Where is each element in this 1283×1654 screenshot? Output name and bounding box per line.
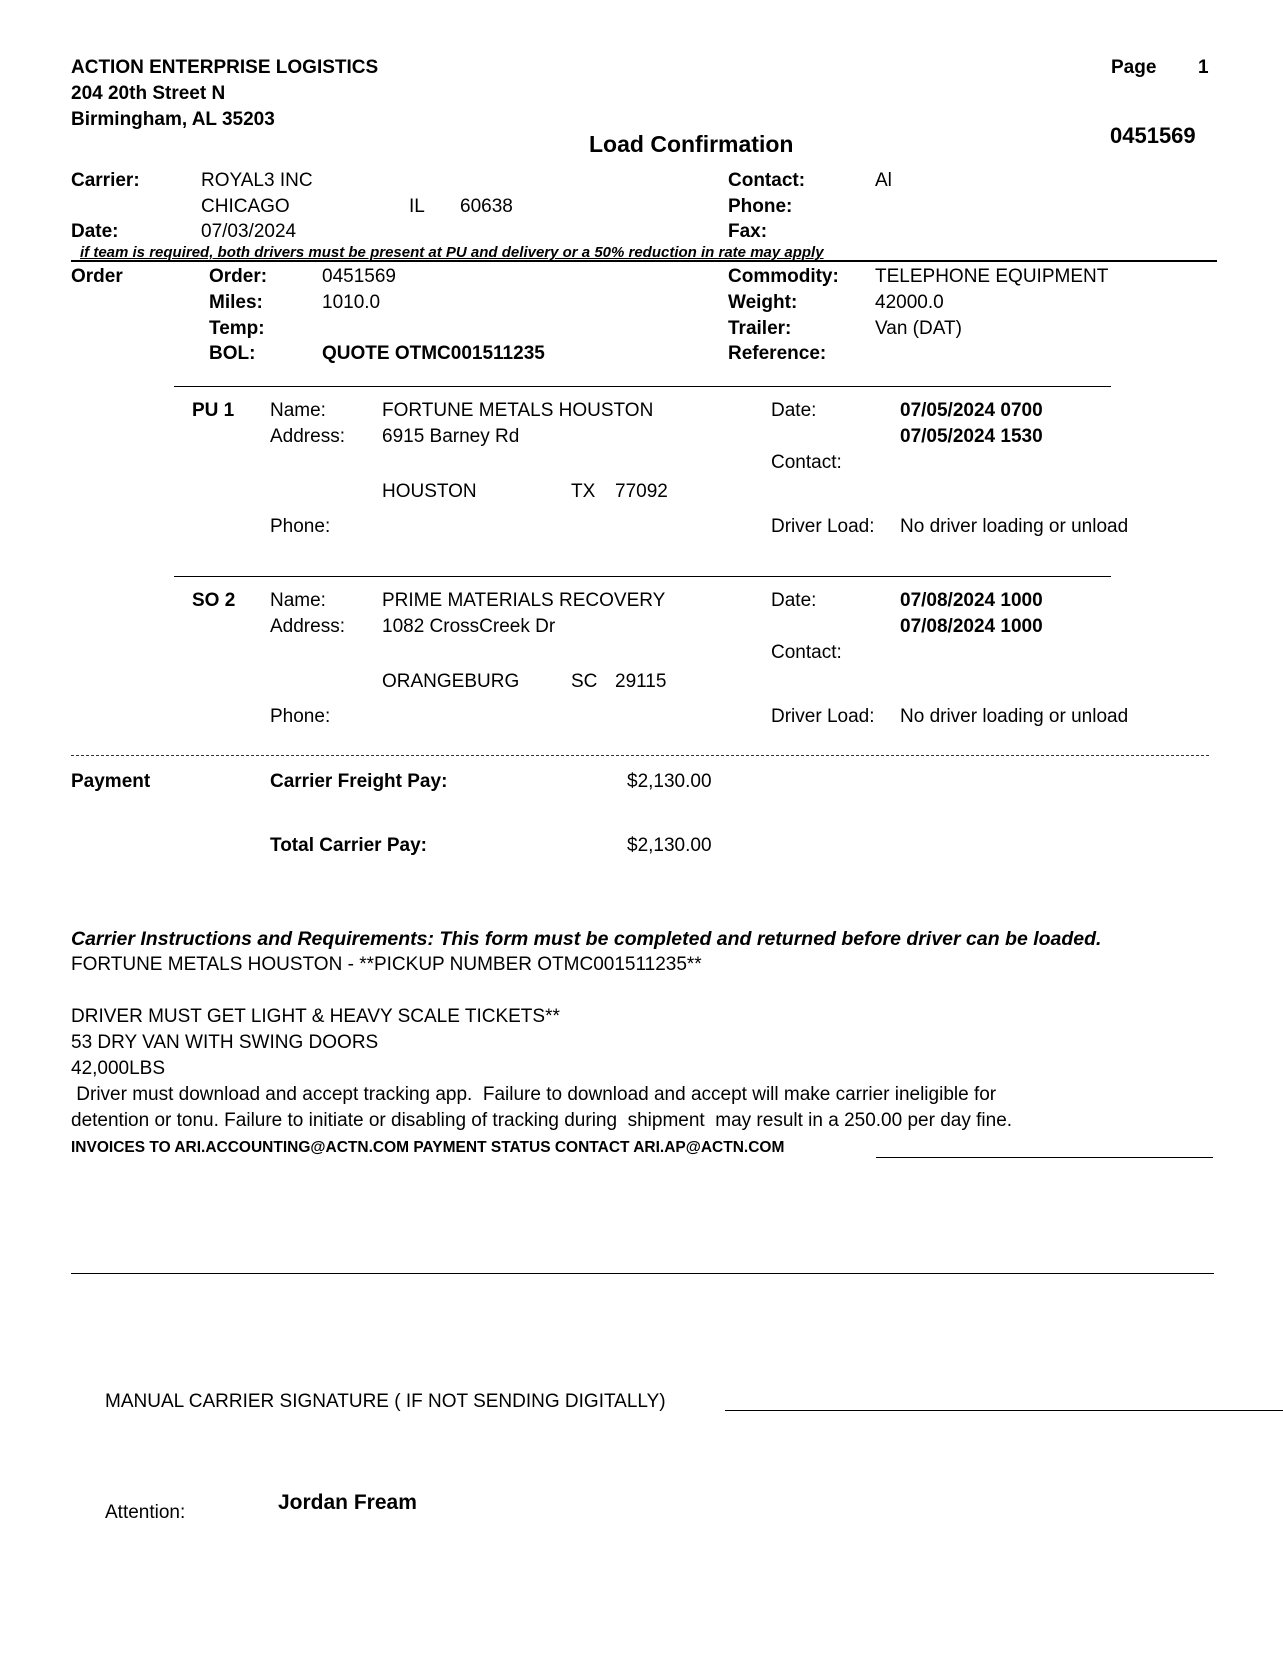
page-label: Page — [1111, 57, 1157, 78]
instruction-line: FORTUNE METALS HOUSTON - **PICKUP NUMBER OTMC001511235** — [71, 954, 702, 975]
stop-address: 1082 CrossCreek Dr — [382, 616, 556, 637]
stop-divider — [174, 386, 1111, 387]
order-label: Order: — [209, 266, 268, 287]
order-number: 0451569 — [322, 266, 396, 287]
fax-label: Fax: — [728, 221, 768, 242]
invoice-line: INVOICES TO ARI.ACCOUNTING@ACTN.COM PAYMENT STATUS CONTACT ARI.AP@ACTN.COM — [71, 1139, 785, 1156]
stop-tag: SO 2 — [192, 590, 236, 611]
stop-name: FORTUNE METALS HOUSTON — [382, 400, 654, 421]
instruction-line: detention or tonu. Failure to initiate or disabling of tracking during shipment may result in a 250.00 per day fine. — [71, 1110, 1013, 1131]
stop-date-start: 07/05/2024 0700 — [900, 400, 1043, 421]
contact-label: Contact: — [728, 170, 806, 191]
separator-line — [71, 1273, 1214, 1274]
phone-label: Phone: — [728, 196, 793, 217]
weight-label: Weight: — [728, 292, 798, 313]
attention-name: Jordan Fream — [278, 1491, 417, 1514]
signature-label: MANUAL CARRIER SIGNATURE ( IF NOT SENDING DIGITALLY) — [105, 1391, 666, 1412]
stop-name: PRIME MATERIALS RECOVERY — [382, 590, 666, 611]
trailer-label: Trailer: — [728, 318, 792, 339]
signature-line[interactable] — [725, 1410, 1283, 1411]
stop-tag: PU 1 — [192, 400, 235, 421]
team-notice: if team is required, both drivers must be present at PU and delivery or a 50% reduction in rate may apply — [80, 244, 824, 261]
total-pay-amount: $2,130.00 — [627, 835, 712, 856]
stop-date-label: Date: — [771, 590, 817, 611]
document-title: Load Confirmation — [589, 131, 794, 157]
instruction-line: Driver must download and accept tracking app. Failure to download and accept will make carrier ineligible for — [71, 1084, 997, 1105]
header-rule — [71, 260, 1217, 262]
order-section-label: Order — [71, 266, 123, 287]
total-pay-label: Total Carrier Pay: — [270, 835, 427, 856]
bol-label: BOL: — [209, 343, 256, 364]
stop-contact-label: Contact: — [771, 642, 842, 663]
stop-date-start: 07/08/2024 1000 — [900, 590, 1043, 611]
confirmation-date: 07/03/2024 — [201, 221, 297, 242]
commodity-value: TELEPHONE EQUIPMENT — [875, 266, 1109, 287]
stop-address-label: Address: — [270, 426, 345, 447]
stop-zip: 29115 — [615, 671, 667, 692]
weight-value: 42000.0 — [875, 292, 944, 313]
page-number: 1 — [1198, 57, 1209, 78]
stop-driver-load: No driver loading or unload — [900, 706, 1129, 727]
stop-name-label: Name: — [270, 590, 326, 611]
carrier-zip: 60638 — [460, 196, 513, 217]
stop-driver-load-label: Driver Load: — [771, 706, 875, 727]
stop-address: 6915 Barney Rd — [382, 426, 520, 447]
stop-zip: 77092 — [615, 481, 668, 502]
stop-name-label: Name: — [270, 400, 326, 421]
date-label: Date: — [71, 221, 119, 242]
document-number: 0451569 — [1110, 123, 1196, 148]
stop-state: TX — [571, 481, 596, 502]
instructions-heading: Carrier Instructions and Requirements: This form must be completed and returned before driver can be loaded. — [71, 928, 1102, 950]
carrier-city: CHICAGO — [201, 196, 290, 217]
freight-pay-label: Carrier Freight Pay: — [270, 771, 448, 792]
reference-label: Reference: — [728, 343, 827, 364]
miles-label: Miles: — [209, 292, 263, 313]
carrier-label: Carrier: — [71, 170, 140, 191]
stop-date-end: 07/05/2024 1530 — [900, 426, 1043, 447]
company-name: ACTION ENTERPRISE LOGISTICS — [71, 57, 379, 78]
instruction-line: 53 DRY VAN WITH SWING DOORS — [71, 1032, 379, 1053]
stop-driver-load-label: Driver Load: — [771, 516, 875, 537]
stop-phone-label: Phone: — [270, 706, 331, 727]
attention-label: Attention: — [105, 1502, 186, 1523]
stop-city: HOUSTON — [382, 481, 477, 502]
stop-date-end: 07/08/2024 1000 — [900, 616, 1043, 637]
temp-label: Temp: — [209, 318, 265, 339]
stop-driver-load: No driver loading or unload — [900, 516, 1129, 537]
trailer-value: Van (DAT) — [875, 318, 962, 339]
stop-state: SC — [571, 671, 598, 692]
stop-date-label: Date: — [771, 400, 817, 421]
stop-contact-label: Contact: — [771, 452, 842, 473]
freight-pay-amount: $2,130.00 — [627, 771, 712, 792]
stop-divider — [174, 576, 1111, 577]
miles-value: 1010.0 — [322, 292, 381, 313]
stop-phone-label: Phone: — [270, 516, 331, 537]
stop-address-label: Address: — [270, 616, 345, 637]
carrier-state: IL — [409, 196, 425, 217]
carrier-name: ROYAL3 INC — [201, 170, 313, 191]
bol-value: QUOTE OTMC001511235 — [322, 343, 545, 364]
instruction-line: 42,000LBS — [71, 1058, 166, 1079]
stop-city: ORANGEBURG — [382, 671, 520, 692]
invoice-underline — [876, 1157, 1213, 1158]
payment-divider — [71, 755, 1209, 756]
company-address-line1: 204 20th Street N — [71, 83, 226, 104]
instruction-line: DRIVER MUST GET LIGHT & HEAVY SCALE TICKETS** — [71, 1006, 560, 1027]
payment-label: Payment — [71, 771, 151, 792]
commodity-label: Commodity: — [728, 266, 839, 287]
company-address-line2: Birmingham, AL 35203 — [71, 109, 275, 130]
carrier-contact: Al — [875, 170, 892, 191]
